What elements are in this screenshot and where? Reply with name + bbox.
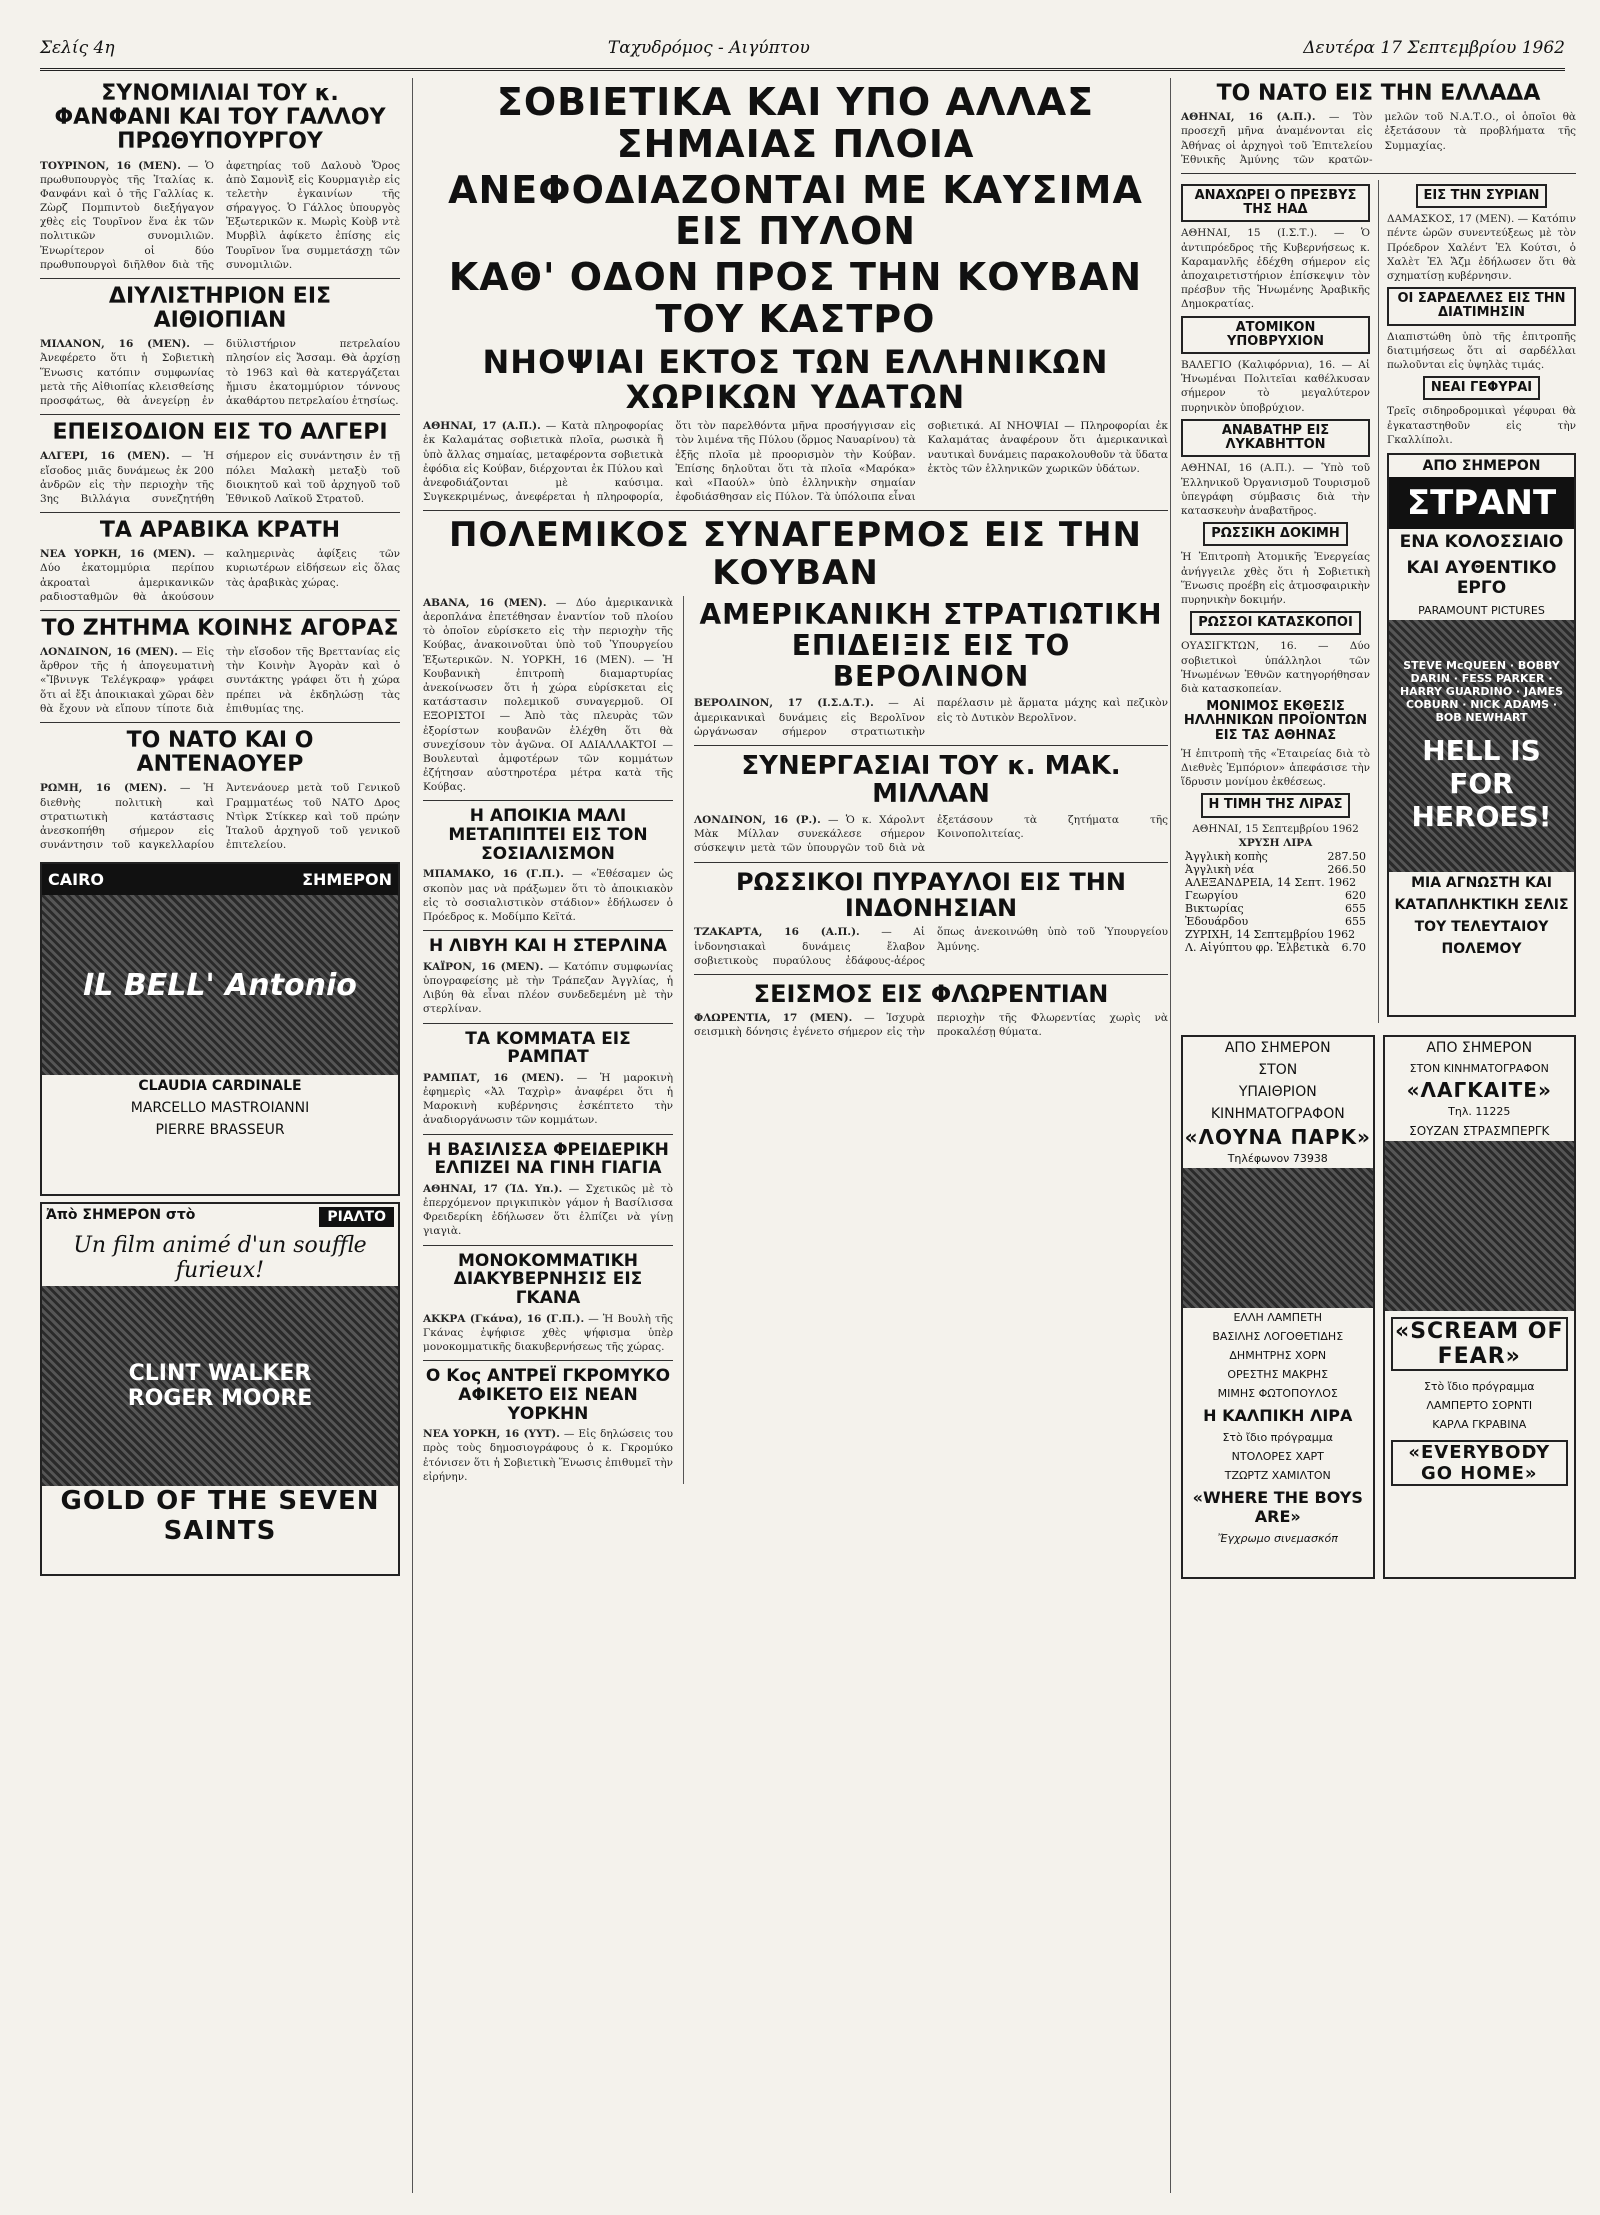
article-body bbox=[423, 1071, 673, 1128]
article-dateline: ΑΛΓΕΡΙ, 16 (ΜΕΝ). bbox=[40, 450, 170, 463]
article bbox=[40, 82, 400, 272]
ad-star: CLINT WALKER bbox=[128, 1361, 312, 1387]
article-body bbox=[40, 159, 400, 272]
article-dateline: ΤΟΥΡΙΝΟΝ, 16 (ΜΕΝ). bbox=[40, 159, 181, 172]
article-text: — Ἡ μαροκινὴ ἐφημερὶς «Ἀλ Ταχρὶρ» ἀναφέρει ὅτι ἡ Μαροκινὴ κυβέρνησις ἐσκέπτετο τὴν ἀναδιοργάνωσιν τῶν κομμάτων. bbox=[423, 1071, 674, 1127]
article-text: — Ἰσχυρὰ σεισμικὴ δόνησις ἐγένετο σήμερον εἰς τὴν περιοχὴν τῆς Φλωρεντίας χωρὶς νὰ προκαλέσῃ θύματα. bbox=[694, 1012, 1168, 1039]
article-dateline: ΑΒΑΝΑ, 16 (ΜΕΝ). bbox=[423, 596, 547, 609]
column-center bbox=[412, 78, 1168, 2193]
paper-name: Ταχυδρόμος - Αιγύπτου bbox=[607, 38, 810, 58]
gold-price-row bbox=[1181, 915, 1370, 928]
cinema-phone: Τηλ. 11225 bbox=[1448, 1104, 1511, 1118]
film-poster bbox=[1385, 1141, 1575, 1311]
film-poster bbox=[42, 895, 398, 1075]
article-dateline: ΚΑΪΡΟΝ, 16 (ΜΕΝ). bbox=[423, 960, 544, 973]
macmillan-body bbox=[694, 813, 1168, 856]
cinema-phone: Τηλέφωνον 73938 bbox=[1227, 1151, 1328, 1165]
article-dateline: ΡΑΜΠΑΤ, 16 (ΜΕΝ). bbox=[423, 1071, 564, 1084]
florence-body bbox=[694, 1011, 1168, 1039]
studio-name: PARAMOUNT PICTURES bbox=[1418, 603, 1545, 617]
article-body bbox=[40, 449, 400, 506]
ad-line: ΣΤΟΝ bbox=[1258, 1061, 1298, 1078]
gold-dateline: ΑΘΗΝΑΙ, 15 Σεπτεμβρίου 1962 bbox=[1192, 822, 1359, 835]
cinema-name: ΣΤΡΑΝΤ bbox=[1389, 477, 1574, 529]
gold-price-title: Η ΤΙΜΗ ΤΗΣ ΛΙΡΑΣ bbox=[1201, 793, 1351, 817]
cinema-ad-cairo bbox=[40, 862, 400, 1196]
ad-tagline: Un film animé d'un souffle furieux! bbox=[73, 1233, 367, 1284]
article-text: — Δύο ἀμερικανικὰ ἀεροπλάνα ἐπετέθησαν ἐναντίον τοῦ πλοίου τὸ ὁποῖον εὑρίσκετο εἰς τὴν περιοχὴν τῆς Κούβας, ἀνακοινοῦται ὑπὸ τοῦ Ὑπουργείου Ἐξωτερικῶν. Ν. ΥΟΡΚΗ, 16 (ΜΕΝ). — Ἡ Κουβανικὴ ἐπιτροπὴ διαμαρτυρίας ἀνεκοίνωσεν ὅτι ἡ χώρα εὑρίσκεται εἰς κατάστασιν πολεμικοῦ συναγερμοῦ. ΟΙ ΕΞΟΡΙΣΤΟΙ — Ἀπὸ τὰς πλευρὰς τῶν ἐξορίστων κουβανῶν ἐλέχθη ὅτι θὰ συνεχίσουν τὸν ἀγῶνα. ΟΙ ΑΔΙΑΛΛΑΚΤΟΙ — Βουλευταὶ ἀμφοτέρων τῶν κομμάτων ἐζήτησαν αὐστηροτέρα μέτρα κατὰ τῆς Κούβας. bbox=[423, 596, 674, 794]
article-title: ΤΑ ΑΡΑΒΙΚΑ ΚΡΑΤΗ bbox=[99, 518, 341, 544]
film-poster bbox=[1183, 1168, 1373, 1308]
article-title: ΡΩΣΣΟΙ ΚΑΤΑΣΚΟΠΟΙ bbox=[1190, 611, 1361, 635]
article-body bbox=[40, 645, 400, 716]
article-title: ΟΙ ΣΑΡΔΕΛΛΕΣ ΕΙΣ ΤΗΝ ΔΙΑΤΙΜΗΣΙΝ bbox=[1387, 287, 1576, 326]
main-headline-3: ΚΑΘ' ΟΔΟΝ ΠΡΟΣ ΤΗΝ ΚΟΥΒΑΝ ΤΟΥ ΚΑΣΤΡΟ bbox=[448, 255, 1143, 341]
cuba-headline: ΠΟΛΕΜΙΚΟΣ ΣΥΝΑΓΕΡΜΟΣ ΕΙΣ ΤΗΝ ΚΟΥΒΑΝ bbox=[449, 515, 1142, 593]
article-text: Ἡ ἐπιτροπὴ τῆς «Ἐταιρείας διὰ τὸ Διεθνὲς Ἐμπόριον» ἀπεφάσισε τὴν ἵδρυσιν μονίμου ἐκθέσεως. bbox=[1181, 747, 1370, 789]
article-dateline: ΝΕΑ ΥΟΡΚΗ, 16 (ΥΥΤ). bbox=[423, 1428, 560, 1441]
gold-price-value: 6.70 bbox=[1341, 941, 1366, 955]
article-text: — Ὁ πρωθυπουργὸς τῆς Ἰταλίας κ. Φανφάνι καὶ ὁ τῆς Γαλλίας κ. Ζὼρζ Πομπιντοὺ διεξήγαγον χθὲς εἰς Τουρῖνον ἕνα ἐκ τῶν πολιτικῶν συνομιλιῶν. Ἐνωρίτερον οἱ δύο πρωθυπουργοὶ διῆλθον διὰ τῆς ἀφετηρίας τοῦ Δαλουὸ Ὄρος ἀπὸ Σαμονὶξ εἰς Κουρμαγιὲρ εἰς τελετὴν ἐγκαινίων τῆς σήραγγος. Ὁ Γάλλος ὑπουργὸς Ἐξωτερικῶν κ. Μωρὶς Κοὺβ ντὲ Μυρβὶλ ἀφίκετο ἐπίσης εἰς Τουρῖνον ἵνα συμμετάσχῃ τῶν συνομιλιῶν. bbox=[40, 159, 400, 271]
article-dateline: ΡΩΜΗ, 16 (ΜΕΝ). bbox=[40, 782, 167, 795]
film-cast: ΤΖΩΡΤΖ ΧΑΜΙΛΤΟΝ bbox=[1224, 1468, 1331, 1482]
article-title: ΑΝΑΧΩΡΕΙ Ο ΠΡΕΣΒΥΣ ΤΗΣ ΗΑΔ bbox=[1181, 184, 1370, 223]
article bbox=[40, 285, 400, 408]
ad-line: ΑΠΟ ΣΗΜΕΡΟΝ bbox=[1426, 1039, 1533, 1056]
gold-price-value: 620 bbox=[1345, 889, 1366, 903]
right-subcolumn-b bbox=[1378, 180, 1576, 1023]
article-title: ΜΟΝΟΚΟΜΜΑΤΙΚΗ ΔΙΑΚΥΒΕΡΝΗΣΙΣ ΕΙΣ ΓΚΑΝΑ bbox=[453, 1250, 643, 1308]
ad-header bbox=[42, 864, 398, 895]
gold-price-label: Βικτωρίας bbox=[1185, 902, 1244, 916]
ad-line: ΣΤΟΝ ΚΙΝΗΜΑΤΟΓΡΑΦΟΝ bbox=[1409, 1061, 1549, 1075]
article-dateline: ΑΘΗΝΑΙ, 16 (Α.Π.). bbox=[1181, 111, 1316, 124]
article-body bbox=[40, 547, 400, 604]
article-title: Η ΑΠΟΙΚΙΑ ΜΑΛΙ ΜΕΤΑΠΙΠΤΕΙ ΕΙΣ ΤΟΝ ΣΟΣΙΑΛΙΣΜΟΝ bbox=[448, 806, 648, 864]
film-cast: ΔΗΜΗΤΡΗΣ ΧΟΡΝ bbox=[1229, 1348, 1327, 1362]
berlin-body bbox=[694, 696, 1168, 739]
article-text: — Ἡ Βουλὴ τῆς Γκάνας ἐψήφισε χθὲς ψήφισμα ὑπὲρ μονοκομματικῆς διακυβερνήσεως τῆς χώρας. bbox=[423, 1312, 673, 1354]
film-title: «SCREAM OF FEAR» bbox=[1391, 1317, 1569, 1371]
column-left bbox=[40, 78, 400, 2193]
article-dateline: ΑΘΗΝΑΙ, 17 (ΊΔ. Υπ.). bbox=[423, 1182, 563, 1195]
gold-price-row bbox=[1181, 863, 1370, 876]
article-text: — Σχετικῶς μὲ τὸ ἐπερχόμενον πριγκιπικὸν γάμον ἡ Βασίλισσα Φρειδερίκη ἐδήλωσεν ὅτι ἐλπίζει νὰ γίνῃ γιαγιὰ. bbox=[423, 1182, 673, 1238]
main-article-body bbox=[423, 419, 1168, 504]
gold-price-label: ΖΥΡΙΧΗ, 14 Σεπτεμβρίου 1962 bbox=[1185, 928, 1356, 942]
indonesia-headline: ΡΩΣΣΙΚΟΙ ΠΥΡΑΥΛΟΙ ΕΙΣ ΤΗΝ ΙΝΔΟΝΗΣΙΑΝ bbox=[736, 867, 1126, 922]
film-cast: ΕΛΛΗ ΛΑΜΠΕΤΗ bbox=[1233, 1310, 1323, 1324]
cinema-ad-luna-park bbox=[1181, 1035, 1375, 1579]
article-dateline: ΛΟΝΔΙΝΟΝ, 16 (Ρ.). bbox=[694, 814, 821, 827]
ad-tagline: ΠΟΛΕΜΟΥ bbox=[1441, 940, 1522, 957]
article-title: ΜΟΝΙΜΟΣ ΕΚΘΕΣΙΣ ΗΛΛΗΝΙΚΩΝ ΠΡΟΪΟΝΤΩΝ ΕΙΣ ΤΑΣ ΑΘΗΝΑΣ bbox=[1183, 699, 1368, 743]
article-title: ΡΩΣΣΙΚΗ ΔΟΚΙΜΗ bbox=[1203, 522, 1348, 546]
film-title: «WHERE THE BOYS ARE» bbox=[1192, 1487, 1363, 1526]
article bbox=[40, 617, 400, 716]
film-cast: STEVE McQUEEN · BOBBY DARIN · FESS PARKER · HARRY GUARDINO · JAMES COBURN · NICK ADAMS · BOB NEWHART bbox=[1399, 658, 1564, 724]
ad-header bbox=[42, 1204, 398, 1230]
cinema-ad-strand bbox=[1387, 453, 1576, 1017]
side-column bbox=[423, 596, 673, 1484]
cinema-ad-rialto bbox=[40, 1202, 400, 1576]
article-dateline: ΦΛΩΡΕΝΤΙΑ, 17 (ΜΕΝ). bbox=[694, 1012, 853, 1025]
article-text: Ἡ Ἐπιτροπὴ Ἀτομικῆς Ἐνεργείας ἀνήγγειλε χθὲς ὅτι ἡ Σοβιετικὴ Ἕνωσις προέβη εἰς ἀτμοσφαιρικὴν πυρηνικὴν δοκιμήν. bbox=[1181, 551, 1370, 606]
article bbox=[40, 729, 400, 852]
article-text: ΔΑΜΑΣΚΟΣ, 17 (ΜΕΝ). — Κατόπιν πέντε ὡρῶν συνεντεύξεως μὲ τὸν Πρόεδρον Χαλέντ Ἐλ Κούτσι, ὁ Χαλὲτ Ἐλ Ἄζμ ἐδήλωσεν ὅτι θὰ σχηματίσῃ κυβέρνησιν. bbox=[1387, 213, 1576, 282]
article bbox=[40, 421, 400, 506]
cuba-body bbox=[423, 596, 673, 794]
article-text: — Κατὰ πληροφορίας ἐκ Καλαμάτας σοβιετικὰ πλοῖα, ρωσικὰ ἢ ὑπὸ ἄλλας σημαίας, μεταφέροντα σοβιετικὰ ἐφόδια εἰς Κούβαν, διέρχονται ἐκ Πύλου καὶ ἀνεφοδιάζονται μὲ καύσιμα. Συγκεκριμένως, ἀνεφέρεται ἡ πληροφορία, ὅτι τὸν παρελθόντα μῆνα προσήγγισαν εἰς τὸν λιμένα τῆς Πύλου (ὅρμος Ναυαρίνου) τὰ ἑξῆς πλοῖα μὲ προορισμὸν τὴν Κούβαν. Ἐπίσης δηλοῦται ὅτι τὰ πλοῖα «Μαρόκα» καὶ «Παούλ» ὑπὸ ἑλληνικὴν σημαίαν ἐφοδιάσθησαν εἰς Πύλον. Τὰ ὑπόλοιπα εἶναι σοβιετικά. ΑΙ ΝΗΟΨΙΑΙ — Πληροφορίαι ἐκ Καλαμάτας ἀναφέρουν ὅτι ἀμερικανικαὶ ναυτικαὶ δυνάμεις παρακολουθοῦν τὰ ὕδατα ἐκτὸς τῶν ἑλληνικῶν χωρικῶν ὑδάτων. bbox=[423, 420, 1168, 504]
ad-line: ΕΝΑ ΚΟΛΟΣΣΙΑΙΟ bbox=[1399, 531, 1564, 552]
gold-price-row bbox=[1181, 889, 1370, 902]
gold-price-label: Γεωργίου bbox=[1185, 889, 1238, 903]
newspaper-page bbox=[40, 28, 1576, 2193]
ad-line: Στὸ ἴδιο πρόγραμμα bbox=[1423, 1379, 1535, 1393]
article-title: ΤΟ ΝΑΤΟ ΚΑΙ Ο ΑΝΤΕΝΑΟΥΕΡ bbox=[126, 727, 314, 778]
article-title: ΝΕΑΙ ΓΕΦΥΡΑΙ bbox=[1423, 376, 1540, 400]
film-cast: ΣΟΥΖΑΝ ΣΤΡΑΣΜΠΕΡΓΚ bbox=[1409, 1123, 1550, 1138]
cinema-name: ΡΙΑΛΤΟ bbox=[319, 1207, 394, 1227]
article-title: ΤΟ ΖΗΤΗΜΑ ΚΟΙΝΗΣ ΑΓΟΡΑΣ bbox=[41, 615, 399, 641]
article bbox=[40, 519, 400, 604]
bottom-ads bbox=[1181, 1029, 1576, 1585]
cinema-name: «ΛΟΥΝΑ ΠΑΡΚ» bbox=[1184, 1124, 1371, 1149]
article-text: ΒΑΛΕΓΙΟ (Καλιφόρνια), 16. — Αἱ Ἡνωμέναι Πολιτεῖαι καθέλκυσαν σήμερον τὸ μεγαλύτερον πυρηνικὸν ὑποβρύχιον. bbox=[1181, 359, 1370, 414]
film-title: «EVERYBODY GO HOME» bbox=[1391, 1440, 1569, 1486]
article-dateline: ΜΙΛΑΝΟΝ, 16 (ΜΕΝ). bbox=[40, 338, 190, 351]
article-title: ΕΙΣ ΤΗΝ ΣΥΡΙΑΝ bbox=[1416, 184, 1548, 208]
article-body bbox=[1181, 110, 1576, 167]
ad-star: ROGER MOORE bbox=[127, 1386, 313, 1412]
page-number: Σελίς 4η bbox=[40, 38, 115, 58]
article-dateline: ΑΘΗΝΑΙ, 17 (Α.Π.). bbox=[423, 420, 541, 433]
film-title: IL BELL' Antonio bbox=[83, 967, 357, 1003]
article-dateline: ΑΚΚΡΑ (Γκάνα), 16 (Γ.Π.). bbox=[423, 1312, 585, 1325]
gold-price-list bbox=[1181, 850, 1370, 954]
article-text: — Ἡ εἴσοδος μιᾶς δυνάμεως ἐκ 200 ἀνδρῶν εἰς τὴν περιοχὴν τῆς 3ης Βιλλάγια συνεζητήθη σήμερον εἰς συνάντησιν ἐν τῇ πόλει Μαλακὴ μεταξὺ τοῦ διοικητοῦ καὶ τοῦ ἀρχηγοῦ τοῦ Ἐθνικοῦ Λαϊκοῦ Στρατοῦ. bbox=[40, 450, 400, 505]
article-text: — Ἀνεφέρετο ὅτι ἡ Σοβιετικὴ Ἕνωσις κατόπιν συμφωνίας μετὰ τῆς Αἰθιοπίας κλεισθείσης προσφάτως, θὰ ἀνεγείρῃ ἐν διϋλιστήριον πετρελαίου πλησίον εἰς Ἄσσαμ. Θὰ ἀρχίσῃ τὸ 1963 καὶ θὰ κατεργάζεται ἤμισυ ἑκατομμύριον τόννους ἀκαθάρτου πετρελαίου ἐτησίως. bbox=[40, 338, 400, 407]
ad-line: ΑΠΟ ΣΗΜΕΡΟΝ bbox=[1224, 1039, 1331, 1056]
nato-greece-title: ΤΟ ΝΑΤΟ ΕΙΣ ΤΗΝ ΕΛΛΑΔΑ bbox=[1216, 81, 1541, 106]
article-text: — Κατόπιν συμφωνίας ὑπογραφείσης μὲ τὴν Τράπεζαν Ἀγγλίας, ἡ Λιβύη θὰ εἶναι πλέον συνδεδεμένη μὲ τὴν στερλίναν. bbox=[423, 960, 674, 1016]
cinema-name: CAIRO bbox=[48, 870, 104, 890]
gold-price-label: ΑΛΕΞΑΝΔΡΕΙΑ, 14 Σεπτ. 1962 bbox=[1185, 876, 1357, 890]
gold-price-row bbox=[1181, 902, 1370, 915]
article-text: Διαπιστώθη ὑπὸ τῆς ἐπιτροπῆς διατιμήσεως ὅτι αἱ σαρδέλλαι πωλοῦνται εἰς ὑψηλὰς τιμάς. bbox=[1387, 330, 1576, 371]
article-title: ΔΙΥΛΙΣΤΗΡΙΟΝ ΕΙΣ ΑΙΘΙΟΠΙΑΝ bbox=[108, 283, 332, 334]
article-body bbox=[423, 960, 673, 1017]
film-cast: ΟΡΕΣΤΗΣ ΜΑΚΡΗΣ bbox=[1227, 1367, 1329, 1381]
right-subcolumn-a bbox=[1181, 180, 1370, 1023]
article-text: — Ἡ διεθνὴς πολιτικὴ καὶ στρατιωτικὴ κατάστασις ἀνεσκοπήθη σήμερον εἰς συνάντησιν τοῦ καγκελλαρίου Ἀντενάουερ μετὰ τοῦ Γενικοῦ Γραμματέως τοῦ ΝΑΤΟ Δρος Ντὶρκ Στίκκερ καὶ τοῦ πρώην Ἰταλοῦ ἀρχηγοῦ τοῦ γενικοῦ ἐπιτελείου. bbox=[40, 782, 400, 852]
ad-note: Ἔγχρωμο σινεμασκόπ bbox=[1217, 1531, 1338, 1545]
main-headline-4: ΝΗΟΨΙΑΙ ΕΚΤΟΣ ΤΩΝ ΕΛΛΗΝΙΚΩΝ ΧΩΡΙΚΩΝ ΥΔΑΤΩΝ bbox=[482, 342, 1109, 416]
macmillan-headline: ΣΥΝΕΡΓΑΣΙΑΙ ΤΟΥ κ. ΜΑΚ. ΜΙΛΛΑΝ bbox=[741, 750, 1121, 810]
ad-line: ΚΙΝΗΜΑΤΟΓΡΑΦΟΝ bbox=[1210, 1105, 1345, 1122]
right-subcolumn bbox=[683, 596, 1168, 1484]
article-title: Η ΒΑΣΙΛΙΣΣΑ ΦΡΕΙΔΕΡΙΚΗ ΕΛΠΙΖΕΙ ΝΑ ΓΙΝΗ ΓΙΑΓΙΑ bbox=[427, 1139, 669, 1179]
film-cast: ΝΤΟΛΟΡΕΣ ΧΑΡΤ bbox=[1231, 1449, 1324, 1463]
film-cast: ΜΙΜΗΣ ΦΩΤΟΠΟΥΛΟΣ bbox=[1217, 1386, 1338, 1400]
article-title: Ο Κος ΑΝΤΡΕΪ ΓΚΡΟΜΥΚΟ ΑΦΙΚΕΤΟ ΕΙΣ ΝΕΑΝ ΥΟΡΚΗΝ bbox=[425, 1366, 671, 1424]
ad-star: PIERRE BRASSEUR bbox=[155, 1122, 285, 1139]
article-body bbox=[423, 867, 673, 924]
right-grid bbox=[1181, 180, 1576, 1023]
article-body bbox=[40, 337, 400, 408]
article-text: — Δύο ἑκατομμύρια περίπου ἀκροαταὶ ἀμερικανικῶν ραδιοσταθμῶν θὰ ἀκούσουν καλημερινὰς ἀφίξεις τῶν κυριωτέρων εἰδήσεων εἰς ὅλας τὰς ἀραβικὰς χώρας. bbox=[40, 548, 400, 603]
gold-price-row bbox=[1181, 928, 1370, 941]
article-text: Τρεῖς σιδηροδρομικαὶ γέφυραι θὰ ἐγκαταστηθοῦν εἰς τὴν Γκαλλίπολι. bbox=[1387, 405, 1576, 446]
article-title: ΑΝΑΒΑΤΗΡ ΕΙΣ ΛΥΚΑΒΗΤΤΟΝ bbox=[1181, 419, 1370, 458]
issue-date: Δευτέρα 17 Σεπτεμβρίου 1962 bbox=[1303, 38, 1565, 58]
gold-price-row bbox=[1181, 876, 1370, 889]
article-text: ΑΘΗΝΑΙ, 15 (Ι.Σ.Τ.). — Ὁ ἀντιπρόεδρος τῆς Κυβερνήσεως κ. Καραμανλῆς ἐδέχθη σήμερον εἰς ἀποχαιρετιστήριον ἐπίσκεψιν τὸν πρέσβυν τῆς Ἡνωμένης Ἀραβικῆς Δημοκρατίας. bbox=[1181, 227, 1370, 311]
article-text: — Αἱ ἀμερικανικαὶ δυνάμεις εἰς Βερολῖνον ὠργάνωσαν σήμερον στρατιωτικὴν παρέλασιν μὲ ἅρματα μάχης καὶ πεζικὸν εἰς τὸ Δυτικὸν Βερολῖνον. bbox=[694, 697, 1168, 738]
film-cast: ΚΑΡΛΑ ΓΚΡΑΒΙΝΑ bbox=[1432, 1417, 1527, 1431]
gold-price-label: Λ. Αἰγύπτου φρ. Ἑλβετικὰ bbox=[1185, 941, 1330, 955]
masthead bbox=[40, 28, 1565, 71]
ad-line: Στὸ ἴδιο πρόγραμμα bbox=[1222, 1430, 1334, 1444]
article-text: ΟΥΑΣΙΓΚΤΩΝ, 16. — Δύο σοβιετικοὶ ὑπάλληλοι τῶν Ἡνωμένων Ἐθνῶν κατηγορήθησαν διὰ κατασκοπείαν. bbox=[1181, 640, 1370, 695]
gold-price-label: Ἐδουάρδου bbox=[1185, 915, 1249, 929]
gold-price-label: Ἀγγλικὴ κοπὴς bbox=[1185, 850, 1268, 864]
ad-line: ΚΑΙ ΑΥΘΕΝΤΙΚΟ ΕΡΓΟ bbox=[1406, 557, 1557, 598]
ad-tagline: ΚΑΤΑΠΛΗΚΤΙΚΗ ΣΕΛΙΣ bbox=[1394, 896, 1569, 913]
article-text: — Αἱ ἰνδονησιακαὶ δυνάμεις ἔλαβον σοβιετικοὺς πυραύλους ἐδάφους-ἀέρος ὅπως ἀνεκοινώθη ὑπὸ τοῦ Ὑπουργείου Ἀμύνης. bbox=[694, 926, 1168, 967]
article-title: ΑΤΟΜΙΚΟΝ ΥΠΟΒΡΥΧΙΟΝ bbox=[1181, 316, 1370, 355]
gold-price-row bbox=[1181, 941, 1370, 954]
article-dateline: ΤΖΑΚΑΡΤΑ, 16 (Α.Π.). bbox=[694, 926, 860, 939]
film-title: GOLD OF THE SEVEN SAINTS bbox=[60, 1486, 380, 1547]
article-title: ΣΥΝΟΜΙΛΙΑΙ ΤΟΥ κ. ΦΑΝΦΑΝΙ ΚΑΙ ΤΟΥ ΓΑΛΛΟΥ ΠΡΩΘΥΠΟΥΡΓΟΥ bbox=[54, 81, 386, 155]
ad-tagline: ΜΙΑ ΑΓΝΩΣΤΗ ΚΑΙ bbox=[1411, 874, 1552, 891]
column-right bbox=[1170, 78, 1576, 2193]
article-body bbox=[423, 1427, 673, 1484]
article-title: ΕΠΕΙΣΟΔΙΟΝ ΕΙΣ ΤΟ ΑΛΓΕΡΙ bbox=[52, 420, 388, 446]
cinema-name: «ΛΑΓΚΑΙΤΕ» bbox=[1406, 1077, 1552, 1102]
article-title: Η ΛΙΒΥΗ ΚΑΙ Η ΣΤΕΡΛΙΝΑ bbox=[429, 936, 667, 957]
ad-line: ΥΠΑΙΘΡΙΟΝ bbox=[1238, 1083, 1317, 1100]
gold-subtitle: ΧΡΥΣΗ ΛΙΡΑ bbox=[1238, 836, 1313, 849]
film-cast: ΒΑΣΙΛΗΣ ΛΟΓΟΘΕΤΙΔΗΣ bbox=[1212, 1329, 1344, 1343]
article-text: — «Ἐθέσαμεν ὡς σκοπὸν μας νὰ πράξωμεν ὅτι τὸ ἀποικιακὸν εἰς τὸ σοσιαλιστικὸν στάδιον» ἐδήλωσεν ὁ Πρόεδρος κ. Μοδίμπο Κεϊτά. bbox=[423, 868, 674, 923]
film-title: HELL IS FOR HEROES! bbox=[1411, 733, 1552, 833]
gold-price-label: Ἀγγλικὴ νέα bbox=[1185, 863, 1255, 877]
film-poster bbox=[42, 1286, 398, 1486]
main-headline-2: ΑΝΕΦΟΔΙΑΖΟΝΤΑΙ ΜΕ ΚΑΥΣΙΜΑ ΕΙΣ ΠΥΛΟΝ bbox=[448, 167, 1143, 254]
article-dateline: ΛΟΝΔΙΝΟΝ, 16 (ΜΕΝ). bbox=[40, 646, 178, 659]
ad-tagline: ΤΟΥ ΤΕΛΕΥΤΑΙΟΥ bbox=[1414, 918, 1549, 935]
film-cast: ΛΑΜΠΕΡΤΟ ΣΟΡΝΤΙ bbox=[1426, 1398, 1533, 1412]
article-text: — Εἰς ἄρθρον τῆς ἡ ἀπογευματινὴ «Ἴβνινγκ Τελέγκραφ» γράφει ὅτι αἱ ἔξι ἀποικιακαὶ χῶραι δὲν θὰ ἔχουν νὰ εἴπουν τίποτε διὰ τὴν εἴσοδον τῆς Βρεττανίας εἰς τὴν Κοινὴν Ἀγορὰν καὶ ὁ συντάκτης γράφει ὅτι ἡ χώρα πρέπει νὰ ἐκδηλώσῃ τὰς ἐπιθυμίας της. bbox=[40, 646, 400, 715]
film-title: Η ΚΑΛΠΙΚΗ ΛΙΡΑ bbox=[1203, 1405, 1353, 1425]
lower-center bbox=[423, 596, 1168, 1484]
ad-from: ΑΠΟ ΣΗΜΕΡΟΝ bbox=[1422, 457, 1541, 474]
ad-star: CLAUDIA CARDINALE bbox=[138, 1078, 302, 1095]
article-body bbox=[423, 1182, 673, 1239]
indonesia-body bbox=[694, 925, 1168, 968]
florence-headline: ΣΕΙΣΜΟΣ ΕΙΣ ΦΛΩΡΕΝΤΙΑΝ bbox=[753, 979, 1109, 1008]
ad-from: Ἀπὸ ΣΗΜΕΡΟΝ στὸ bbox=[46, 1207, 196, 1224]
article-dateline: ΒΕΡΟΛΙΝΟΝ, 17 (Ι.Σ.Δ.Τ.). bbox=[694, 697, 874, 710]
cinema-ad-lagaite bbox=[1383, 1035, 1577, 1579]
article-body bbox=[40, 781, 400, 852]
article-text: ΑΘΗΝΑΙ, 16 (Α.Π.). — Ὑπὸ τοῦ Ἑλληνικοῦ Ὀργανισμοῦ Τουρισμοῦ ὑπεγράφη σύμβασις διὰ τὴν κατασκευὴν ἀναβατῆρος. bbox=[1181, 462, 1370, 517]
article-text: — Τὸν προσεχῆ μῆνα ἀναμένονται εἰς Ἀθήνας οἱ ἀρχηγοὶ τοῦ Ἐπιτελείου Ἐθνικῆς Ἀμύνης τῶν κρατῶν-μελῶν τοῦ Ν.Α.Τ.Ο., οἱ ὁποῖοι θὰ ἐξετάσουν τὰ προβλήματα τῆς Συμμαχίας. bbox=[1181, 111, 1576, 166]
article-text: — Εἰς δηλώσεις του πρὸς τοὺς δημοσιογράφους ὁ κ. Γκρομύκο ἐτόνισεν ὅτι ἡ Σοβιετικὴ Ἕνωσις ἐπιθυμεῖ τὴν εἰρήνην. bbox=[423, 1428, 673, 1483]
berlin-headline: ΑΜΕΡΙΚΑΝΙΚΗ ΣΤΡΑΤΙΩΤΙΚΗ ΕΠΙΔΕΙΞΙΣ ΕΙΣ ΤΟ ΒΕΡΟΛΙΝΟΝ bbox=[699, 597, 1163, 693]
gold-price-value: 655 bbox=[1345, 902, 1366, 916]
gold-price-value: 266.50 bbox=[1327, 863, 1366, 877]
article-dateline: ΝΕΑ ΥΟΡΚΗ, 16 (ΜΕΝ). bbox=[40, 548, 196, 561]
film-poster bbox=[1389, 620, 1574, 872]
article-body bbox=[423, 1312, 673, 1355]
article-text: — Ὁ κ. Χάρολντ Μὰκ Μίλλαν συνεκάλεσε σήμερον σύσκεψιν μετὰ τῶν ὑπουργῶν τοῦ διὰ νὰ ἐξετάσουν τὰ ζητήματα τῆς Κοινοπολιτείας. bbox=[694, 814, 1168, 855]
ad-today: ΣΗΜΕΡΟΝ bbox=[302, 870, 392, 890]
article-dateline: ΜΠΑΜΑΚΟ, 16 (Γ.Π.). bbox=[423, 868, 564, 881]
gold-price-value: 287.50 bbox=[1327, 850, 1366, 864]
gold-price-value: 655 bbox=[1345, 915, 1366, 929]
article-title: ΤΑ ΚΟΜΜΑΤΑ ΕΙΣ ΡΑΜΠΑΤ bbox=[465, 1028, 631, 1068]
main-headline-1: ΣΟΒΙΕΤΙΚΑ ΚΑΙ ΥΠΟ ΑΛΛΑΣ ΣΗΜΑΙΑΣ ΠΛΟΙΑ bbox=[496, 80, 1095, 166]
gold-price-row bbox=[1181, 850, 1370, 863]
ad-star: MARCELLO MASTROIANNI bbox=[130, 1100, 310, 1117]
